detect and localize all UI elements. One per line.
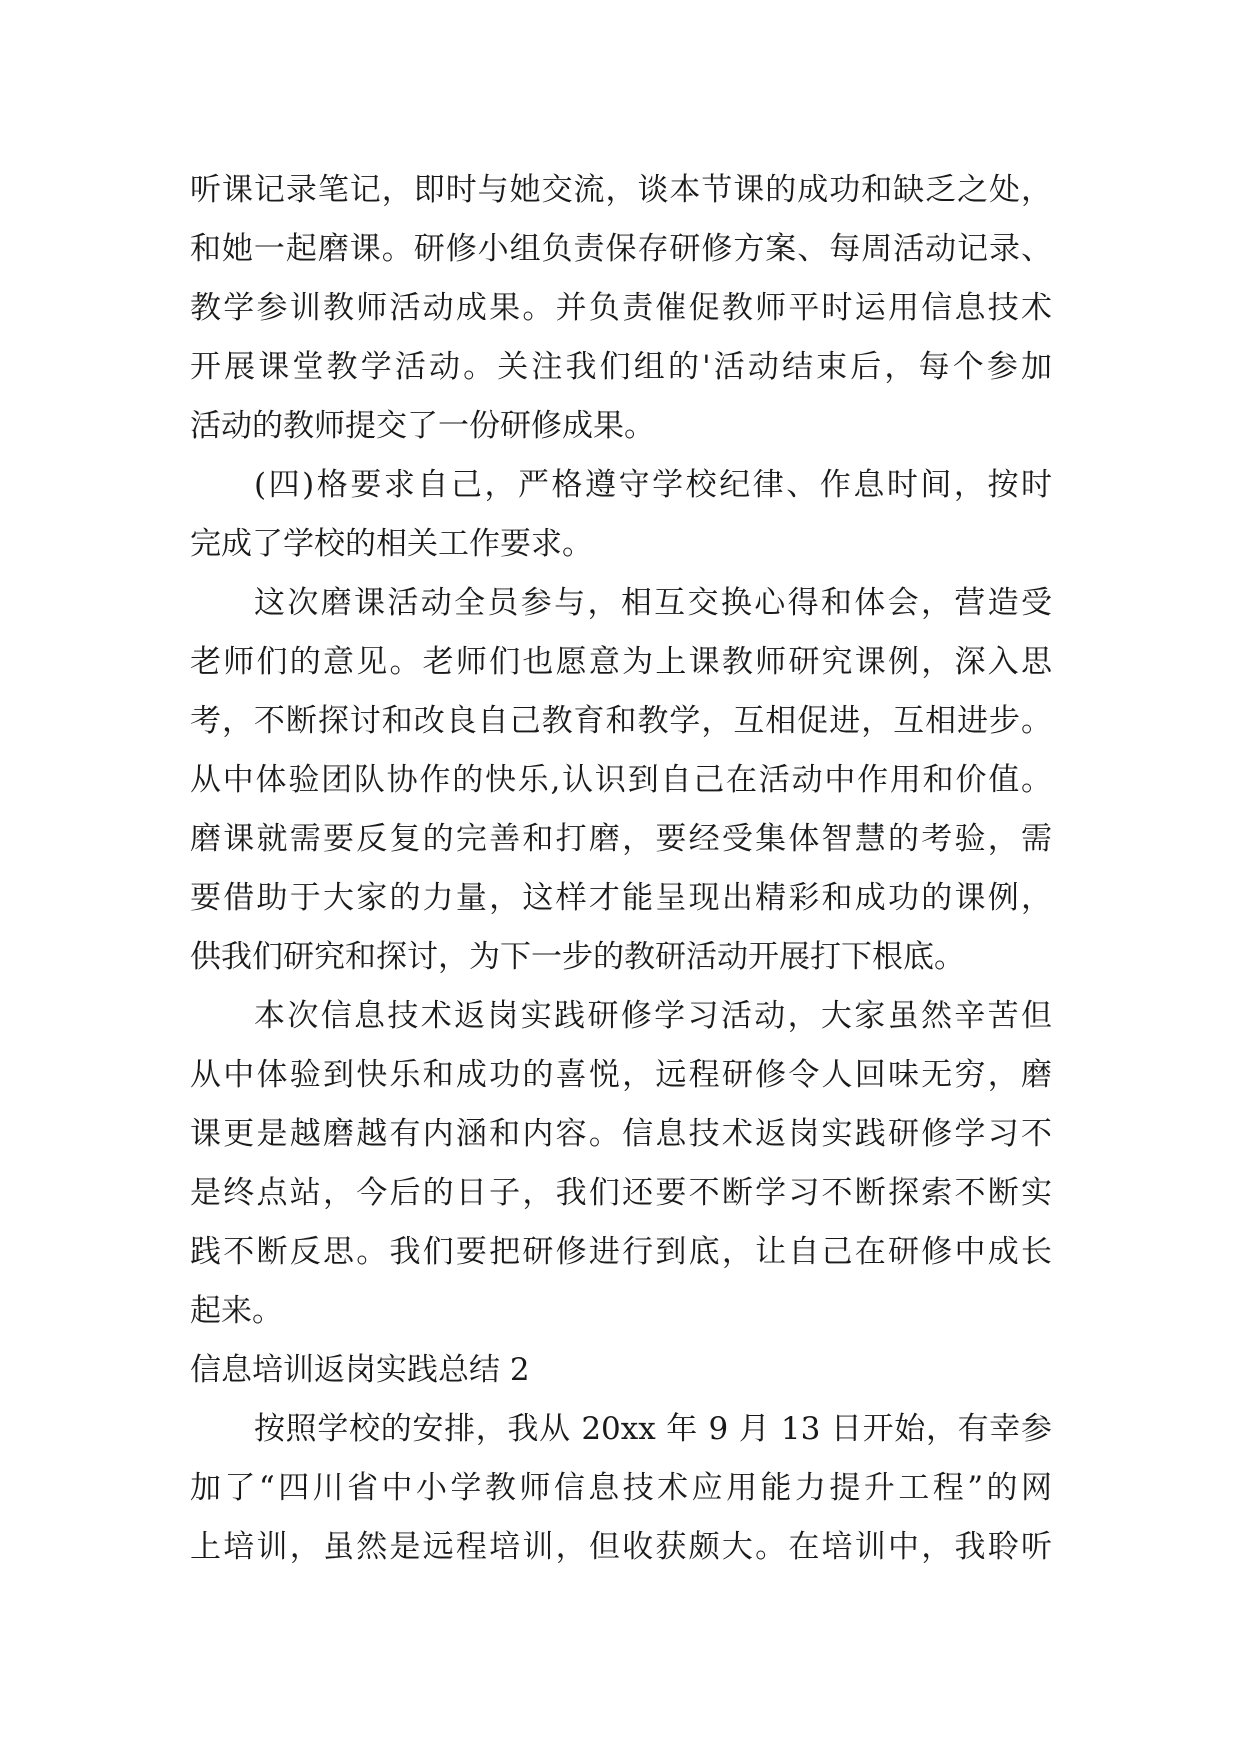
body-line: 上培训，虽然是远程培训，但收获颇大。在培训中，我聆听 [190, 1529, 1052, 1565]
paragraph-start-line: 这次磨课活动全员参与，相互交换心得和体会，营造受 [254, 585, 1052, 621]
body-line: 和她一起磨课。研修小组负责保存研修方案、每周活动记录、 [190, 231, 1052, 267]
body-line: 要借助于大家的力量，这样才能呈现出精彩和成功的课例， [190, 880, 1052, 916]
body-line: 考，不断探讨和改良自己教育和教学，互相促进，互相进步。 [190, 703, 1052, 739]
body-line: 活动的教师提交了一份研修成果。 [190, 408, 655, 444]
body-line: 完成了学校的相关工作要求。 [190, 526, 593, 562]
body-line: 起来。 [190, 1293, 283, 1329]
body-line: 老师们的意见。老师们也愿意为上课教师研究课例，深入思 [190, 644, 1052, 680]
body-line: 供我们研究和探讨，为下一步的教研活动开展打下根底。 [190, 939, 965, 975]
body-line: 开展课堂教学活动。关注我们组的'活动结束后，每个参加 [190, 349, 1052, 385]
section-heading: 信息培训返岗实践总结 2 [190, 1352, 530, 1388]
body-line: 是终点站，今后的日子，我们还要不断学习不断探索不断实 [190, 1175, 1052, 1211]
body-line: 教学参训教师活动成果。并负责催促教师平时运用信息技术 [190, 290, 1052, 326]
body-line: 从中体验到快乐和成功的喜悦，远程研修令人回味无穷，磨 [190, 1057, 1052, 1093]
paragraph-start-line: 按照学校的安排，我从 20xx 年 9 月 13 日开始，有幸参 [254, 1411, 1052, 1447]
body-line: 课更是越磨越有内涵和内容。信息技术返岗实践研修学习不 [190, 1116, 1052, 1152]
body-line: 从中体验团队协作的快乐,认识到自己在活动中作用和价值。 [190, 762, 1052, 798]
body-line: 磨课就需要反复的完善和打磨，要经受集体智慧的考验，需 [190, 821, 1052, 857]
paragraph-start-line: 本次信息技术返岗实践研修学习活动，大家虽然辛苦但 [254, 998, 1052, 1034]
body-line: 听课记录笔记，即时与她交流，谈本节课的成功和缺乏之处， [190, 172, 1052, 208]
body-line: 践不断反思。我们要把研修进行到底，让自己在研修中成长 [190, 1234, 1052, 1270]
paragraph-start-line: (四)格要求自己，严格遵守学校纪律、作息时间，按时 [254, 467, 1052, 503]
body-line: 加了“四川省中小学教师信息技术应用能力提升工程”的网 [190, 1470, 1052, 1506]
